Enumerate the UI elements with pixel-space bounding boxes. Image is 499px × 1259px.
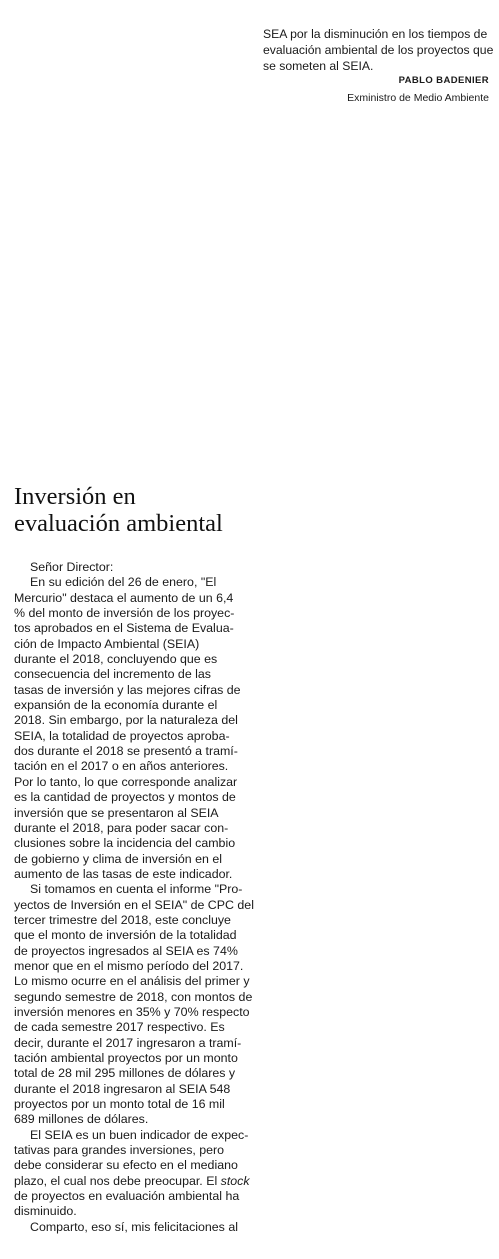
signature-name: PABLO BADENIER [398, 75, 489, 86]
text-line: de gobierno y clima de inversión en el [14, 851, 223, 866]
text-line: es la cantidad de proyectos y montos de [14, 790, 236, 805]
text-line: SEA por la disminución en los tiempos de [263, 27, 488, 41]
salutation: Señor Director: [30, 560, 114, 574]
text-line: durante el 2018, para poder sacar con- [14, 820, 229, 835]
text-line: de cada semestre 2017 respectivo. Es [14, 1020, 225, 1035]
headline-line: Inversión en [14, 483, 136, 510]
text-line: % del monto de inversión de los proyec- [14, 606, 235, 621]
previous-letter-ending [263, 26, 494, 75]
text-line: tativas para grandes inversiones, pero [14, 1143, 225, 1158]
text-line: proyectos por un monto total de 16 mil [14, 1097, 225, 1112]
text-line: 689 millones de dólares. [14, 1112, 149, 1127]
text-line: consecuencia del incremento de las [14, 667, 211, 682]
headline-line: evaluación ambiental [14, 510, 223, 537]
text-line: inversión que se presentaron al SEIA [14, 805, 219, 820]
letter-headline [14, 483, 314, 537]
text-line: Mercurio" destaca el aumento de un 6,4 [14, 590, 234, 605]
text-line: tación ambiental proyectos por un monto [14, 1051, 238, 1065]
text-line: tos aprobados en el Sistema de Evalua- [14, 621, 234, 636]
text-line: Lo mismo ocurre en el análisis del primer y [14, 974, 250, 989]
text-line: que el monto de inversión de la totalidad [14, 928, 237, 943]
text-line: durante el 2018, concluyendo que es [14, 652, 218, 667]
text-line: clusiones sobre la incidencia del cambio [14, 836, 236, 851]
text-line: tasas de inversión y las mejores cifras de [14, 682, 241, 697]
text-line: de proyectos en evaluación ambiental ha [14, 1189, 240, 1204]
text-line: debe considerar su efecto en el mediano [14, 1158, 238, 1173]
text-line: SEIA, la totalidad de proyectos aproba- [14, 728, 230, 743]
text-line: evaluación ambiental de los proyectos que [263, 43, 494, 58]
text-line: expansión de la economía durante el [14, 698, 218, 713]
text-fragment: plazo, el cual nos debe preocupar. El [14, 1173, 221, 1188]
text-line: menor que en el mismo período del 2017. [14, 958, 244, 973]
text-line: tación en el 2017 o en años anteriores. [14, 759, 229, 774]
text-line: se someten al SEIA. [263, 59, 374, 74]
text-line: aumento de las tasas de este indicador. [14, 866, 233, 881]
text-line: yectos de Inversión en el SEIA" de CPC del [14, 897, 254, 912]
letter-body [14, 560, 254, 1235]
text-line: Comparto, eso sí, mis felicitaciones al [30, 1219, 238, 1234]
text-line: Por lo tanto, lo que corresponde analizar [14, 774, 238, 789]
text-line: total de 28 mil 295 millones de dólares y [14, 1066, 236, 1081]
text-line: disminuido. [14, 1204, 77, 1219]
text-line [14, 1174, 250, 1189]
text-line: segundo semestre de 2018, con montos de [14, 989, 253, 1004]
text-line: Si tomamos en cuenta el informe "Pro- [30, 882, 243, 897]
text-line: En su edición del 26 de enero, "El [30, 575, 217, 590]
text-line: durante el 2018 ingresaron al SEIA 548 [14, 1081, 231, 1096]
text-line: de proyectos ingresados al SEIA es 74% [14, 943, 238, 958]
text-line: decir, durante el 2017 ingresaron a tramí- [14, 1035, 242, 1050]
text-line: ción de Impacto Ambiental (SEIA) [14, 636, 200, 651]
text-line: tercer trimestre del 2018, este concluye [14, 912, 231, 927]
text-line: El SEIA es un buen indicador de expec- [30, 1127, 249, 1142]
signature-role: Exministro de Medio Ambiente [347, 92, 489, 104]
text-line: 2018. Sin embargo, por la naturaleza del [14, 713, 238, 728]
text-line: inversión menores en 35% y 70% respecto [14, 1004, 250, 1019]
text-line: dos durante el 2018 se presentó a tramí- [14, 744, 238, 759]
stock-word: stock [220, 1173, 250, 1188]
